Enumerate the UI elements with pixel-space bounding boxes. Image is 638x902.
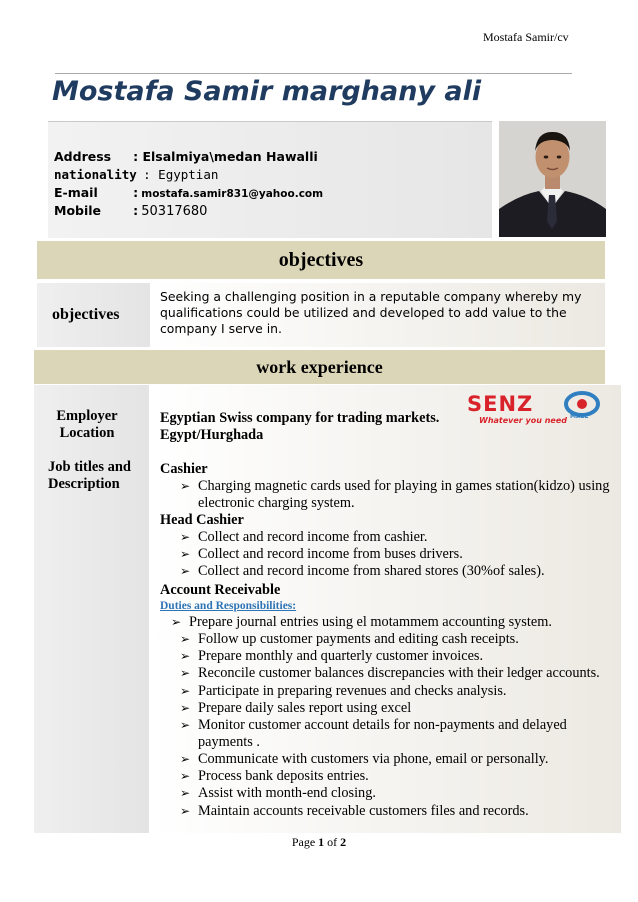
job-titles-label [48,459,143,493]
bullet-item: ➢ Monitor customer account details for non-payments and delayed [198,717,567,734]
mobile-colon: : [133,203,139,218]
objectives-text [160,289,605,337]
running-header: Mostafa Samir/cv [483,30,569,44]
email-colon: : [133,185,139,200]
bullet-item: ➢ Prepare monthly and quarterly customer invoices. [198,648,483,665]
objectives-line: company I serve in. [160,321,282,336]
page-number: 1 [318,835,325,849]
page-total: 2 [340,835,347,849]
email-label: E-mail [54,185,98,200]
svg-text:SENZ: SENZ [467,392,534,416]
company-location: Egypt/Hurghada [160,427,264,443]
nationality-row [54,167,218,183]
mobile-label: Mobile [54,203,102,218]
header-divider [55,73,572,74]
svg-text:Whatever you need: Whatever you need [479,416,568,425]
contact-info-box [48,121,492,238]
page-word: Page [291,835,316,849]
bullet-item: ➢ Assist with month-end closing. [198,785,376,802]
cashier-title: Cashier [160,461,208,477]
company-name: Egyptian Swiss company for trading markets. [160,410,440,426]
candidate-name: Mostafa Samir marghany ali [52,76,482,107]
objectives-heading: objectives [37,241,605,279]
employer-location-label [54,408,120,442]
bullet-continuation: payments . [198,734,260,750]
bullet-item: ➢ Communicate with customers via phone, email or personally. [198,751,548,768]
mobile-row [54,203,207,219]
svg-text:MALL: MALL [570,413,589,420]
bullet-item: ➢ Collect and record income from buses drivers. [198,546,463,563]
nationality-value: : Egyptian [143,167,219,182]
profile-photo [499,121,606,237]
bullet-item: ➢ Participate in preparing revenues and checks analysis. [198,683,506,700]
work-experience-heading: work experience [34,350,605,384]
work-label-cell [34,385,149,833]
bullet-item: ➢ Maintain accounts receivable customers files and records. [198,803,529,820]
objectives-line: Seeking a challenging position in a reputable company whereby my [160,289,582,304]
duties-heading: Duties and Responsibilities: [160,600,297,612]
bullet-item: ➢ Collect and record income from cashier. [198,529,427,546]
objectives-label: objectives [52,306,120,323]
bullet-item: ➢ Reconcile customer balances discrepancies with their ledger accounts. [198,665,600,682]
objectives-line: qualifications could be utilized and developed to add value to the [160,305,567,320]
bullet-item: ➢ Collect and record income from shared stores (30%of sales). [198,563,545,580]
email-row [54,185,323,201]
mobile-value: 50317680 [141,204,208,219]
bullet-item: ➢ Prepare journal entries using el motammem accounting system. [189,614,552,631]
address-label: Address [54,149,112,164]
location-label: Location [59,425,115,441]
account-receivable-title: Account Receivable [160,582,281,598]
address-value: : Elsalmiya\medan Hawalli [133,149,318,164]
bullet-item: ➢ Process bank deposits entries. [198,768,369,785]
head-cashier-title: Head Cashier [160,512,244,528]
of-word: of [327,835,338,849]
bullet-item: ➢ Charging magnetic cards used for playing in games station(kidzo) using [198,478,609,495]
job-label-line-1: Job titles and [48,459,131,475]
email-value: mostafa.samir831@yahoo.com [141,188,324,200]
nationality-label: nationality [54,167,137,182]
bullet-item: ➢ Follow up customer payments and editing cash receipts. [198,631,519,648]
bullet-continuation: electronic charging system. [198,495,355,511]
senzo-mall-logo [465,390,605,426]
employer-label: Employer [56,408,118,424]
address-row [54,149,318,165]
bullet-item: ➢ Prepare daily sales report using excel [198,700,411,717]
page-footer [0,835,638,850]
job-label-line-2: Description [48,476,120,492]
